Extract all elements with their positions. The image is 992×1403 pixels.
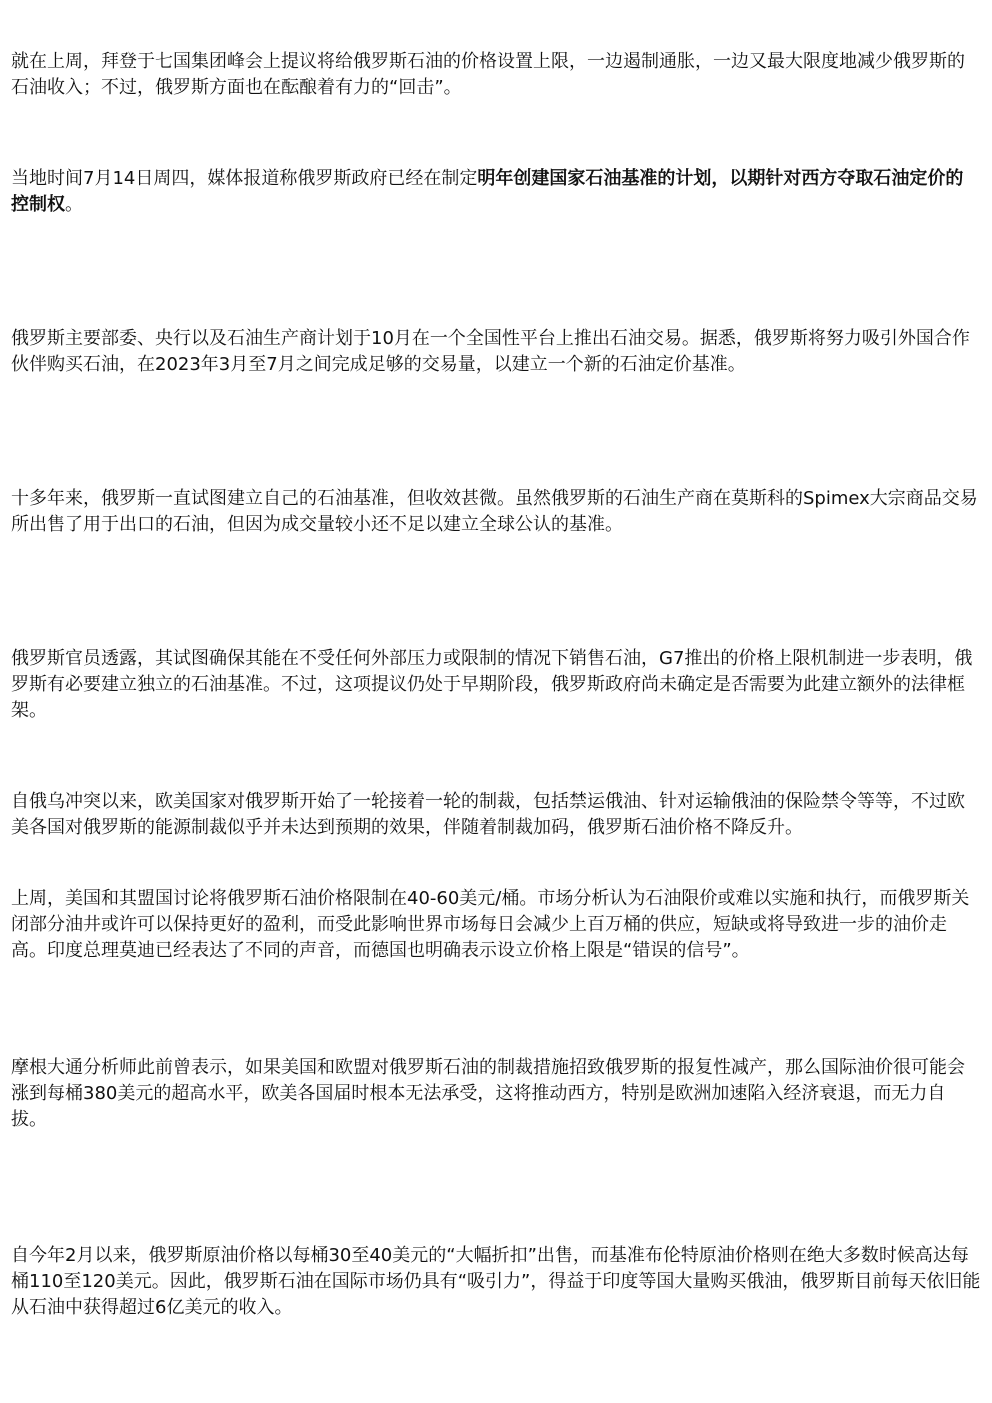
paragraph-national-benchmark-plan xyxy=(11,166,981,218)
paragraph-benchmark-history: 十多年来，俄罗斯一直试图建立自己的石油基准，但收效甚微。虽然俄罗斯的石油生产商在莫斯科的Spimex大宗商品交易所出售了用于出口的石油，但因为成交量较小还不足以建立全球公认的基准。 xyxy=(11,488,978,535)
paragraph-jpmorgan-forecast: 摩根大通分析师此前曾表示，如果美国和欧盟对俄罗斯石油的制裁措施招致俄罗斯的报复性减产，那么国际油价很可能会涨到每桶380美元的超高水平，欧美各国届时根本无法承受，这将推动西方，特别是欧洲加速陷入经济衰退，而无力自拔。 xyxy=(11,1057,965,1130)
paragraph-officials-statement: 俄罗斯官员透露，其试图确保其能在不受任何外部压力或限制的情况下销售石油，G7推出的价格上限机制进一步表明，俄罗斯有必要建立独立的石油基准。不过，这项提议仍处于早期阶段，俄罗斯政府尚未确定是否需要为此建立额外的法律框架。 xyxy=(11,648,973,721)
paragraph-sanctions: 自俄乌冲突以来，欧美国家对俄罗斯开始了一轮接着一轮的制裁，包括禁运俄油、针对运输俄油的保险禁令等等，不过欧美各国对俄罗斯的能源制裁似乎并未达到预期的效果，伴随着制裁加码，俄罗斯石油价格不降反升。 xyxy=(11,791,965,838)
paragraph-discount-revenue: 自今年2月以来，俄罗斯原油价格以每桶30至40美元的“大幅折扣”出售，而基准布伦特原油价格则在绝大多数时候高达每桶110至120美元。因此，俄罗斯石油在国际市场仍具有“吸引力”，得益于印度等国大量购买俄油，俄罗斯目前每天依旧能从石油中获得超过6亿美元的收入。 xyxy=(11,1245,981,1318)
paragraph-text: 。 xyxy=(65,194,83,215)
paragraph-price-cap-intro: 就在上周，拜登于七国集团峰会上提议将给俄罗斯石油的价格设置上限，一边遏制通胀，一边又最大限度地减少俄罗斯的石油收入；不过，俄罗斯方面也在酝酿着有力的“回击”。 xyxy=(11,51,965,98)
paragraph-price-limit-discussion: 上周，美国和其盟国讨论将俄罗斯石油价格限制在40-60美元/桶。市场分析认为石油限价或难以实施和执行，而俄罗斯关闭部分油井或许可以保持更好的盈利，而受此影响世界市场每日会减少上百万桶的供应，短缺或将导致进一步的油价走高。印度总理莫迪已经表达了不同的声音，而德国也明确表示设立价格上限是“错误的信号”。 xyxy=(11,888,970,961)
paragraph-trading-platform: 俄罗斯主要部委、央行以及石油生产商计划于10月在一个全国性平台上推出石油交易。据悉，俄罗斯将努力吸引外国合作伙伴购买石油，在2023年3月至7月之间完成足够的交易量，以建立一个新的石油定价基准。 xyxy=(11,328,970,375)
paragraph-text: 当地时间7月14日周四，媒体报道称俄罗斯政府已经在制定 xyxy=(11,168,478,189)
bold-highlight: 明年创建国家石油基准的计划，以期针对西方夺取石油定价的控制权 xyxy=(11,168,964,215)
